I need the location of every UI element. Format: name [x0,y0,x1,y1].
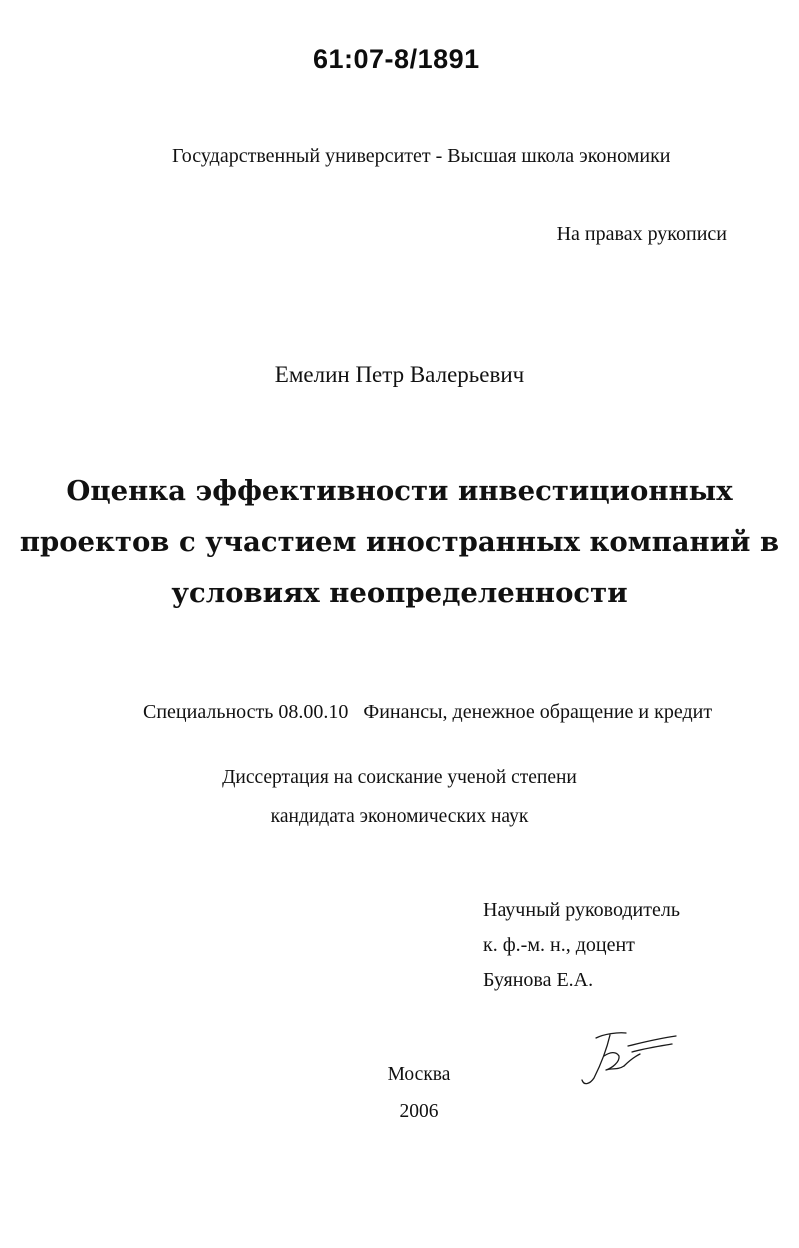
supervisor-role: Научный руководитель [483,899,680,921]
title-line: условиях неопределенности [171,577,628,609]
title-line: проектов с участием иностранных компаний в [19,526,780,558]
degree-statement [0,758,799,836]
city: Москва [387,1064,451,1085]
degree-line: Диссертация на соискание ученой степени [222,767,577,788]
rights-note: На правах рукописи [556,223,727,245]
signature-icon [574,1026,684,1096]
author-name: Емелин Петр Валерьевич [274,362,525,387]
supervisor-degree: к. ф.-м. н., доцент [483,934,635,956]
supervisor-block [483,893,680,998]
university-name: Государственный университет - Высшая школа экономики [172,145,671,167]
year: 2006 [399,1101,439,1122]
specialty-line: Специальность 08.00.10 Финансы, денежное обращение и кредит [143,701,713,723]
degree-line: кандидата экономических наук [270,806,529,827]
title-line: Оценка эффективности инвестиционных [66,475,733,507]
archive-stamp: 61:07-8/1891 [313,44,480,74]
supervisor-name: Буянова Е.А. [483,969,594,991]
place-and-year [383,1056,455,1130]
dissertation-title [0,466,799,619]
